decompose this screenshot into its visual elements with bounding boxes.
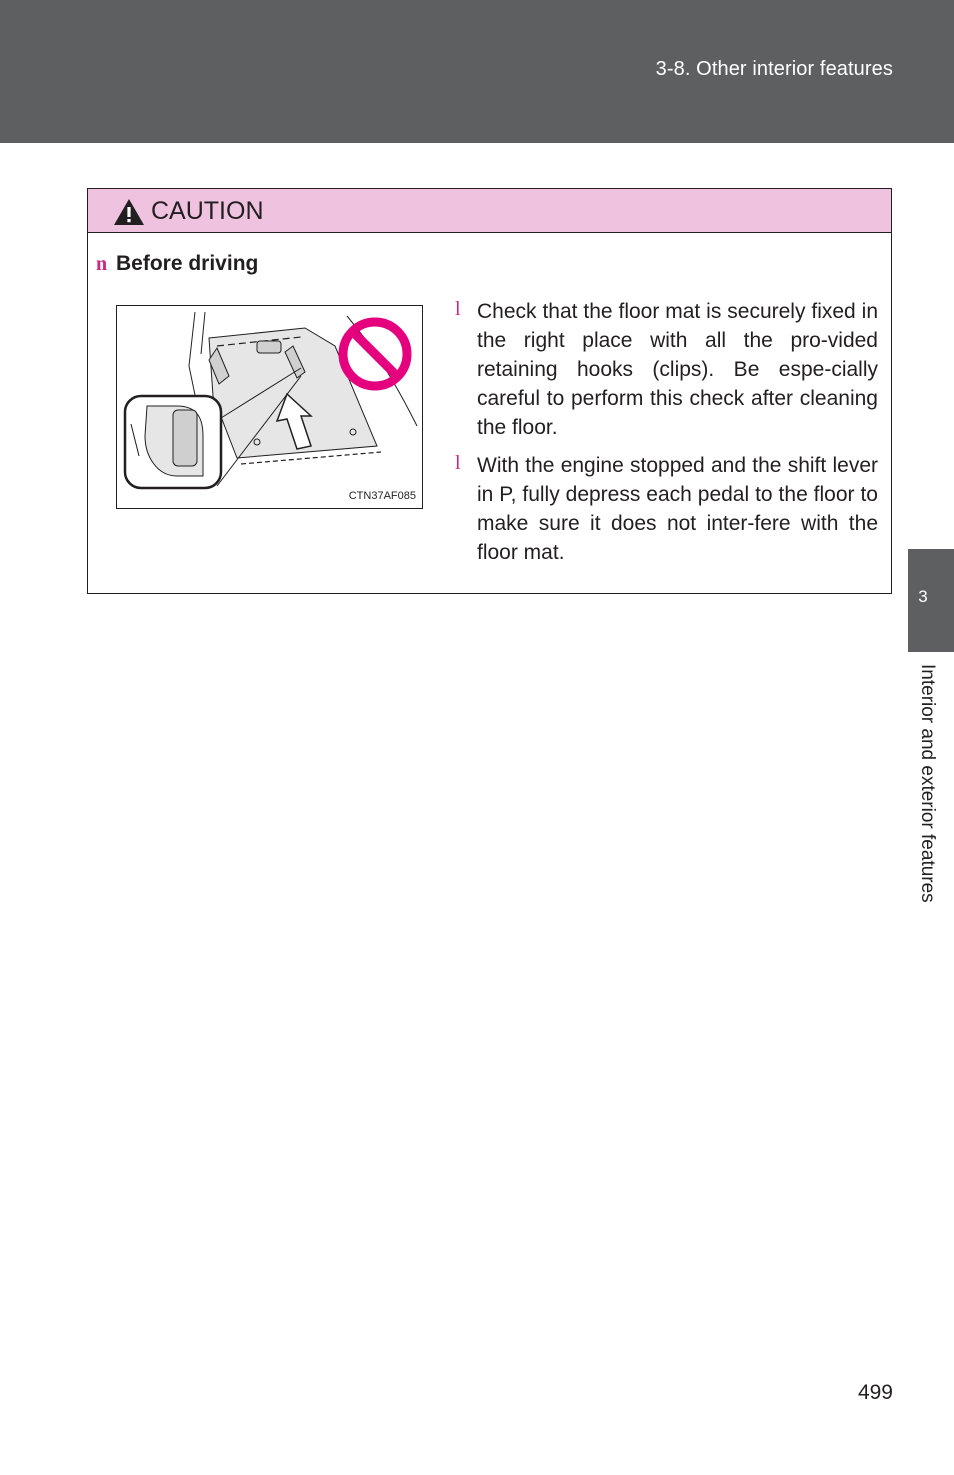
list-marker: l <box>455 452 461 474</box>
chapter-tab <box>908 549 954 652</box>
subheading: Before driving <box>116 252 259 275</box>
list-item <box>455 297 878 442</box>
page-number: 499 <box>857 1381 893 1404</box>
warning-triangle-icon <box>113 198 145 226</box>
chapter-label: Interior and exterior features <box>917 664 938 903</box>
floor-mat-illustration <box>116 305 423 509</box>
caution-label: CAUTION <box>151 197 264 225</box>
list-item-text: With the engine stopped and the shift lever in P, fully depress each pedal to the floor to make sure it does not inter-fere with the floor mat. <box>477 454 878 564</box>
header-bar <box>0 0 954 143</box>
caution-box <box>87 188 892 594</box>
floor-mat-drawing <box>117 306 422 508</box>
list-item-text: Check that the floor mat is securely fixed in the right place with all the pro-vided retaining hooks (clips). Be espe-cially careful to perform this check after cleaning the floor. <box>477 300 878 439</box>
caution-list <box>455 297 878 576</box>
figure-code: CTN37AF085 <box>348 490 416 502</box>
chapter-number: 3 <box>918 587 928 606</box>
list-item <box>455 451 878 567</box>
subsection-marker: n <box>96 253 108 275</box>
list-marker: l <box>455 298 461 320</box>
section-title: 3-8. Other interior features <box>655 58 893 80</box>
caution-header <box>88 189 891 233</box>
